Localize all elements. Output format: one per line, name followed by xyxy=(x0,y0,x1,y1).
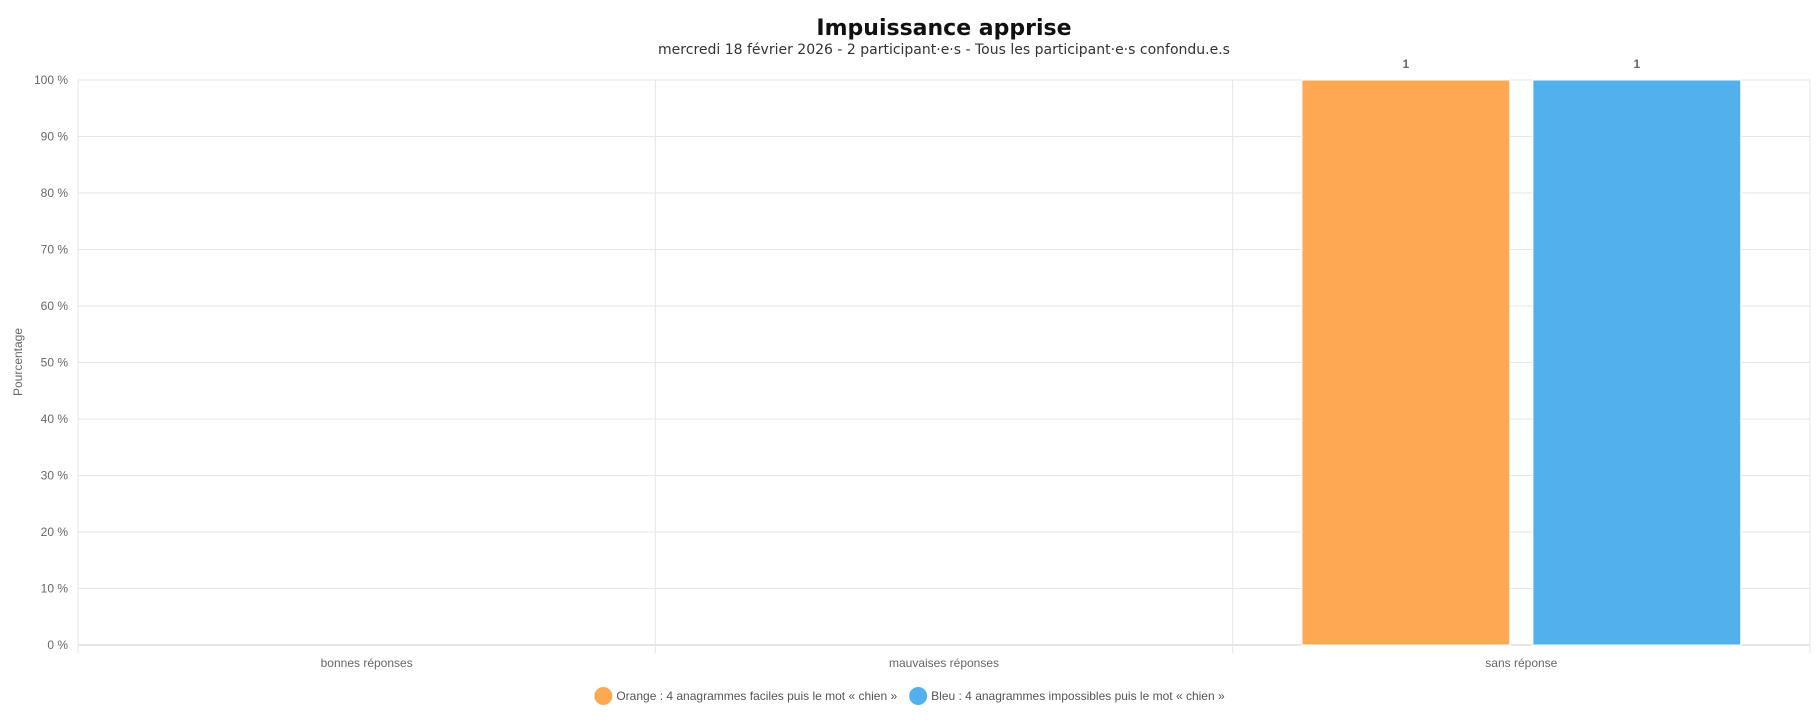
bar[interactable] xyxy=(1533,80,1741,645)
y-tick-label: 70 % xyxy=(40,242,68,257)
y-tick-label: 50 % xyxy=(40,355,68,370)
y-tick-label: 20 % xyxy=(40,525,68,539)
y-axis-label: Pourcentage xyxy=(11,327,25,397)
legend-label: Bleu : 4 anagrammes impossibles puis le mot « chien » xyxy=(931,689,1225,703)
bars xyxy=(1302,57,1741,645)
y-tick-label: 60 % xyxy=(40,299,68,313)
legend-swatch xyxy=(594,687,612,705)
bar[interactable] xyxy=(1302,80,1510,645)
y-tick-label: 80 % xyxy=(40,186,68,200)
y-tick-label: 10 % xyxy=(40,581,68,596)
x-tick-label: mauvaises réponses xyxy=(888,656,1000,670)
chart-subtitle: mercredi 18 février 2026 - 2 participant·e·s - Tous les participant·e·s confondu.e.s xyxy=(658,42,1230,58)
y-tick-label: 100 % xyxy=(33,73,68,87)
x-tick-label: bonnes réponses xyxy=(320,656,413,670)
data-label: 1 xyxy=(1633,57,1641,71)
legend xyxy=(594,687,1225,705)
legend-item[interactable] xyxy=(909,687,1225,705)
y-tick-label: 30 % xyxy=(40,468,68,483)
y-tick-label: 40 % xyxy=(40,412,68,426)
x-tick-label: sans réponse xyxy=(1485,656,1558,670)
legend-label: Orange : 4 anagrammes faciles puis le mot « chien » xyxy=(616,689,898,703)
y-tick-label: 0 % xyxy=(47,638,68,652)
data-label: 1 xyxy=(1402,57,1410,71)
chart-title: Impuissance apprise xyxy=(816,16,1072,41)
legend-item[interactable] xyxy=(594,687,897,705)
y-tick-label: 90 % xyxy=(40,129,68,144)
legend-swatch xyxy=(909,687,927,705)
